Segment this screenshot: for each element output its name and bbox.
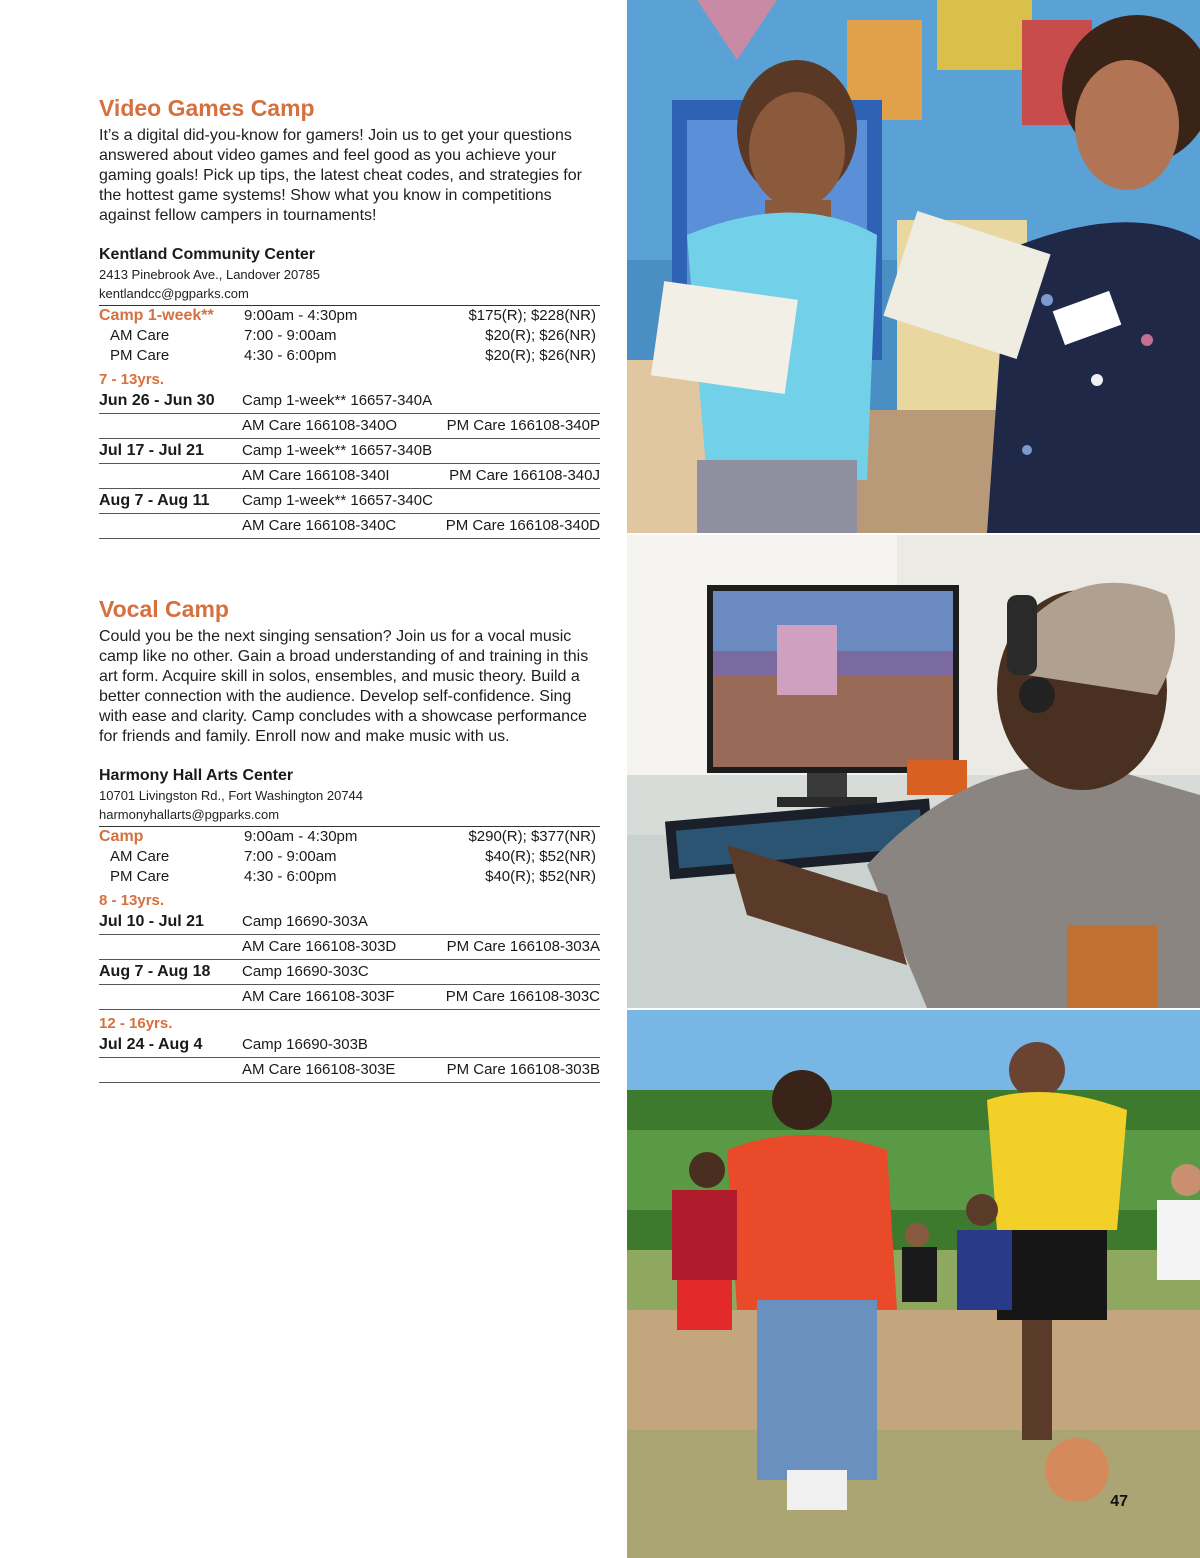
session <box>99 439 600 489</box>
center-name: Kentland Community Center <box>99 246 316 263</box>
section-description: It’s a digital did-you-know for gamers! Join us to get your questions answered about video games and feel good as you achieve your gaming goals! Pick up tips, the latest cheat codes, and strategies for the hottest game systems! Show what you know in competitions against fellow campers in tournaments! <box>99 127 582 224</box>
fee-time: 9:00am - 4:30pm <box>244 307 358 324</box>
session-care-row <box>99 414 600 439</box>
session-dates: Jul 24 - Aug 4 <box>99 1036 203 1053</box>
section-title: Video Games Camp <box>99 95 315 121</box>
am-care-code: AM Care 166108-340C <box>242 517 397 534</box>
session-camp-code: Camp 16690-303C <box>242 963 369 980</box>
vocal-camp-section <box>99 595 600 1083</box>
session-row <box>99 1033 600 1058</box>
fee-row <box>99 867 600 887</box>
session-spacer <box>99 514 242 538</box>
photo-column <box>627 0 1200 1558</box>
fee-table <box>99 827 600 887</box>
center-address: 2413 Pinebrook Ave., Landover 20785 <box>99 267 320 282</box>
am-care-code: AM Care 166108-340O <box>242 417 398 434</box>
session-camp-code: Camp 16690-303A <box>242 913 368 930</box>
fee-price: $175(R); $228(NR) <box>468 307 596 324</box>
center-email: kentlandcc@pgparks.com <box>99 286 249 301</box>
session <box>99 1033 600 1083</box>
pm-care-code: PM Care 166108-303C <box>445 988 600 1005</box>
fee-price: $40(R); $52(NR) <box>485 848 596 865</box>
fee-label: PM Care <box>110 868 170 885</box>
age-range: 8 - 13yrs. <box>99 892 165 909</box>
session-camp-code: Camp 16690-303B <box>242 1036 368 1053</box>
session-row <box>99 960 600 985</box>
session-dates: Jun 26 - Jun 30 <box>99 392 215 409</box>
fee-time: 4:30 - 6:00pm <box>244 347 337 364</box>
fee-time: 7:00 - 9:00am <box>244 327 337 344</box>
session-care-row <box>99 1058 600 1083</box>
session-spacer <box>99 1058 242 1082</box>
age-group <box>99 891 600 1010</box>
session-row <box>99 389 600 414</box>
session-row <box>99 910 600 935</box>
session-dates: Jul 10 - Jul 21 <box>99 913 204 930</box>
session <box>99 489 600 539</box>
fee-time: 7:00 - 9:00am <box>244 848 337 865</box>
fee-label: Camp 1-week** <box>99 307 214 324</box>
fee-price: $40(R); $52(NR) <box>485 868 596 885</box>
am-care-code: AM Care 166108-303E <box>242 1061 396 1078</box>
photo-boy-gaming <box>627 535 1200 1008</box>
age-group <box>99 1014 600 1083</box>
age-range: 12 - 16yrs. <box>99 1015 173 1032</box>
session-camp-code: Camp 1-week** 16657-340B <box>242 442 433 459</box>
session-camp-code: Camp 1-week** 16657-340C <box>242 492 433 509</box>
pm-care-code: PM Care 166108-303A <box>446 938 600 955</box>
session-care-row <box>99 464 600 489</box>
fee-price: $20(R); $26(NR) <box>485 327 596 344</box>
section-description: Could you be the next singing sensation? Join us for a vocal music camp like no other. Gain a broad understanding of and training in this art form. Acquire skill in solos, ensembles, and music theory. Build a better connection with the audience. Develop self-confidence. Sing with ease and clarity. Camp concludes with a showcase performance for friends and family. Enroll now and make music with us. <box>99 628 589 745</box>
photo-girls-reading <box>627 0 1200 533</box>
fee-label: AM Care <box>110 327 170 344</box>
session-spacer <box>99 985 242 1009</box>
am-care-code: AM Care 166108-303D <box>242 938 397 955</box>
center-address: 10701 Livingston Rd., Fort Washington 20744 <box>99 788 364 803</box>
session-spacer <box>99 414 242 438</box>
pm-care-code: PM Care 166108-340J <box>449 467 600 484</box>
fee-price: $290(R); $377(NR) <box>468 828 596 845</box>
video-games-camp-section <box>99 94 600 539</box>
pm-care-code: PM Care 166108-303B <box>446 1061 600 1078</box>
fee-label: PM Care <box>110 347 170 364</box>
session <box>99 389 600 439</box>
fee-row <box>99 306 600 326</box>
session-care-row <box>99 935 600 960</box>
session-row <box>99 439 600 464</box>
fee-time: 4:30 - 6:00pm <box>244 868 337 885</box>
center-email: harmonyhallarts@pgparks.com <box>99 807 280 822</box>
fee-row <box>99 346 600 366</box>
fee-label: Camp <box>99 828 144 845</box>
fee-price: $20(R); $26(NR) <box>485 347 596 364</box>
session-spacer <box>99 464 242 488</box>
center-name: Harmony Hall Arts Center <box>99 767 294 784</box>
fee-row <box>99 827 600 847</box>
session-groups <box>99 370 600 539</box>
page-number: 47 <box>1110 1493 1128 1510</box>
fee-row <box>99 847 600 867</box>
fee-table <box>99 306 600 366</box>
pm-care-code: PM Care 166108-340P <box>446 417 600 434</box>
session-dates: Aug 7 - Aug 11 <box>99 492 210 509</box>
session-groups <box>99 891 600 1083</box>
session <box>99 910 600 960</box>
session-dates: Aug 7 - Aug 18 <box>99 963 211 980</box>
session-spacer <box>99 935 242 959</box>
session-camp-code: Camp 1-week** 16657-340A <box>242 392 433 409</box>
pm-care-code: PM Care 166108-340D <box>445 517 600 534</box>
photo-kids-soccer <box>627 1010 1200 1558</box>
fee-row <box>99 326 600 346</box>
am-care-code: AM Care 166108-303F <box>242 988 395 1005</box>
age-group <box>99 370 600 539</box>
fee-time: 9:00am - 4:30pm <box>244 828 358 845</box>
session-row <box>99 489 600 514</box>
age-range: 7 - 13yrs. <box>99 371 165 388</box>
session <box>99 960 600 1010</box>
session-dates: Jul 17 - Jul 21 <box>99 442 204 459</box>
am-care-code: AM Care 166108-340I <box>242 467 390 484</box>
section-title: Vocal Camp <box>99 596 229 622</box>
session-care-row <box>99 985 600 1010</box>
fee-label: AM Care <box>110 848 170 865</box>
session-care-row <box>99 514 600 539</box>
